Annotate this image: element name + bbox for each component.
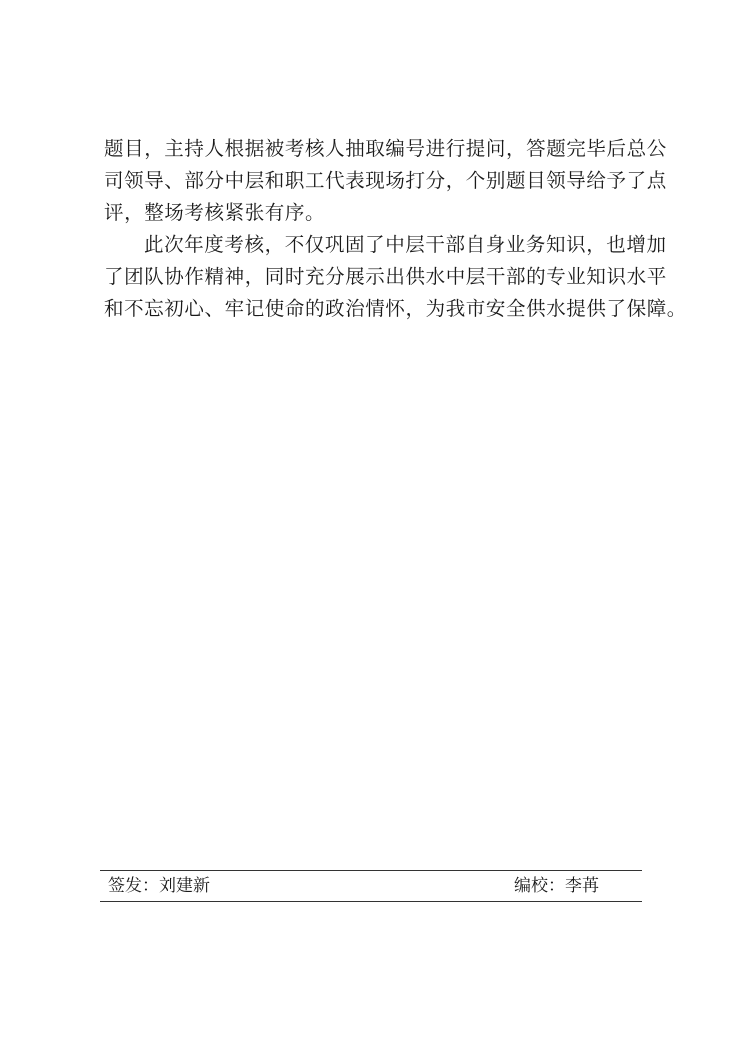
paragraph-line: 和不忘初心、牢记使命的政治情怀，为我市安全供水提供了保障。 (104, 297, 687, 320)
document-footer (100, 870, 642, 902)
signer-label: 签发：刘建新 (108, 876, 210, 896)
paragraph-line: 题目，主持人根据被考核人抽取编号进行提问，答题完毕后总公 (104, 137, 667, 160)
paragraph-line: 了团队协作精神，同时充分展示出供水中层干部的专业知识水平 (104, 265, 667, 288)
paragraph-line: 司领导、部分中层和职工代表现场打分，个别题目领导给予了点 (104, 169, 667, 192)
paragraph-line: 评，整场考核紧张有序。 (104, 201, 326, 224)
article-body (104, 133, 687, 325)
editor-label: 编校：李苒 (514, 876, 599, 896)
paragraph-line: 此次年度考核，不仅巩固了中层干部自身业务知识，也增加 (144, 233, 667, 256)
